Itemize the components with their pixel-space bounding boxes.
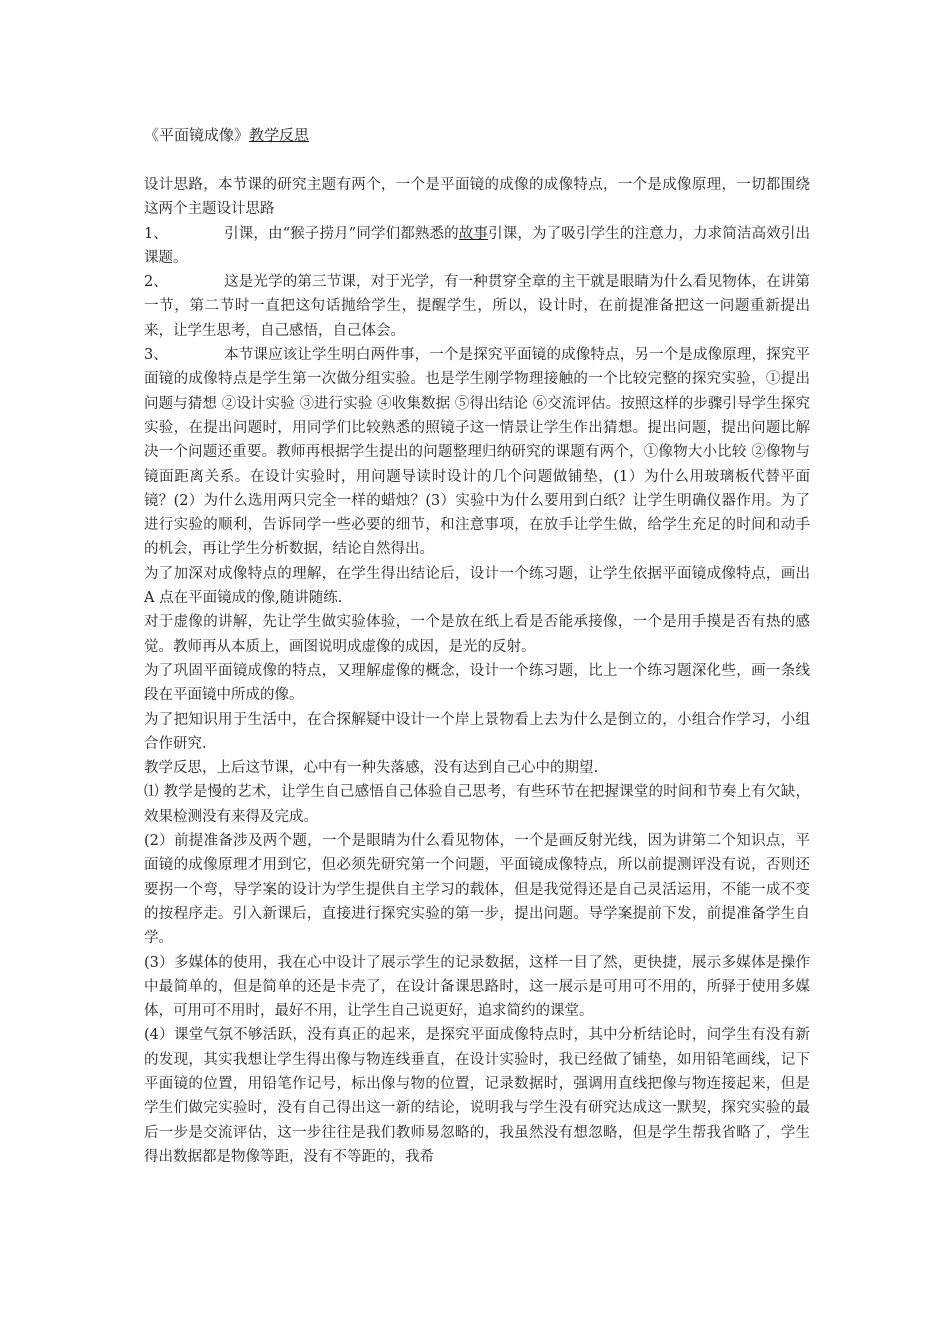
item-number: 3、 <box>144 347 168 364</box>
paragraph-virtual-image: 对于虚像的讲解，先让学生做实验体验，一个是放在纸上看是否能承接像，一个是用手摸是否有热的感觉。教师再从本质上，画图说明成虚像的成因，是光的反射。 <box>144 614 810 655</box>
paragraph-reflection-1: ⑴ 教学是慢的艺术，让学生自己感悟自己体验自己思考，有些环节在把握课堂的时间和节奏上有欠缺，效果检测没有来得及完成。 <box>144 784 810 825</box>
paragraph-application: 为了把知识用于生活中，在合探解疑中设计一个岸上景物看上去为什么是倒立的，小组合作学习，小组合作研究. <box>144 711 810 752</box>
paragraph-reflection-3: (3）多媒体的使用，我在心中设计了展示学生的记录数据，这样一目了然，更快捷，展示多媒体是操作中最简单的，但是简单的还是卡壳了，在设计备课思路时，这一展示是可用可不用的，所驿于使用多媒体，可用可不用时，最好不用，让学生自己说更好，追求简约的课堂。 <box>144 954 810 1020</box>
item-number: 2、 <box>144 274 168 291</box>
document-title <box>144 123 810 147</box>
item-text: 这是光学的第三节课，对于光学，有一种贯穿全章的主干就是眼睛为什么看见物体，在讲第一节，第二节时一直把这句话抛给学生，提醒学生，所以，设计时，在前提准备把这一问题重新提出来，让学生思考，自己感悟，自己体会。 <box>144 274 810 339</box>
title-underlined-text: 教学反思 <box>249 126 310 144</box>
paragraph-reflection-2: (2）前提准备涉及两个题，一个是眼睛为什么看见物体，一个是画反射光线，因为讲第二个知识点，平面镜的成像原理才用到它，但必须先研究第一个问题，平面镜成像特点，所以前提测评没有说，否则还要拐一个弯，导学案的设计为学生提供自主学习的载体，但是我觉得还是自己灵活运用，不能一成不变的按程序走。引入新课后，直接进行探究实验的第一步，提出问题。导学案提前下发，前提准备学生自学。 <box>144 833 810 947</box>
underlined-word: 故事 <box>458 225 489 242</box>
paragraph-item-3 <box>144 343 810 562</box>
paragraph-item-2 <box>144 270 810 343</box>
paragraph-item-1 <box>144 222 810 271</box>
paragraph-reflection-4: (4）课堂气氛不够活跃，没有真正的起来，是探究平面成像特点时，其中分析结论时，问学生有没有新的发现，其实我想让学生得出像与物连线垂直，在设计实验时，我已经做了铺垫，如用铅笔画线，记下平面镜的位置，用铅笔作记号，标出像与物的位置，记录数据时，强调用直线把像与物连接起来，但是学生们做完实验时，没有自己得出这一新的结论，说明我与学生没有研究达成这一默契，探究实验的最后一步是交流评估，这一步往往是我们教师易忽略的，我虽然没有想忽略，但是学生帮我省略了，学生得出数据都是物像等距，没有不等距的，我希 <box>144 1027 810 1165</box>
paragraph-design-idea: 设计思路，本节课的研究主题有两个，一个是平面镜的成像的成像特点，一个是成像原理，一切都围绕这两个主题设计思路 <box>144 177 810 218</box>
item-text: 本节课应该让学生明白两件事，一个是探究平面镜的成像特点，另一个是成像原理，探究平面镜的成像特点是学生第一次做分组实验。也是学生刚学物理接触的一个比较完整的探究实验，①提出问题与猜想 ②设计实验 ③进行实验 ④收集数据 ⑤得出结论 ⑥交流评估。按照这样的步骤引导学生探究实验，在提出问题时，用同学们比较熟悉的照镜子这一情景让学生作出猜想。提出问题，提出问题比解决一个问题还重要。教师再根据学生提出的问题整理归纳研究的课题有两个，①像物大小比较 ②像物与镜面距离关系。在设计实验时，用问题导读时设计的几个问题做铺垫，(1）为什么用玻璃板代替平面镜？(2）为什么选用两只完全一样的蜡烛？(3）实验中为什么要用到白纸？让学生明确仪器作用。为了进行实验的顺利，告诉同学一些必要的细节，和注意事项，在放手让学生做，给学生充足的时间和动手的机会，再让学生分析数据，结论自然得出。 <box>144 347 810 558</box>
item-text: 引课，为了吸引学生的注意力，力求简洁高效引出课题。 <box>144 225 811 266</box>
paragraph-exercise-2: 为了巩固平面镜成像的特点，又理解虚像的概念，设计一个练习题，比上一个练习题深化些，画一条线段在平面镜中所成的像。 <box>144 662 810 704</box>
paragraph-exercise-1: 为了加深对成像特点的理解，在学生得出结论后，设计一个练习题，让学生依据平面镜成像特点，画出 A 点在平面镜成的像,随讲随练. <box>144 565 810 607</box>
item-text: 引课，由“猴子捞月”同学们都熟悉的 <box>224 225 459 242</box>
paragraph-reflection: 教学反思，上后这节课，心中有一种失落感，没有达到自己心中的期望. <box>144 760 599 777</box>
item-number: 1、 <box>144 225 168 242</box>
title-text: 《平面镜成像》 <box>144 126 250 144</box>
